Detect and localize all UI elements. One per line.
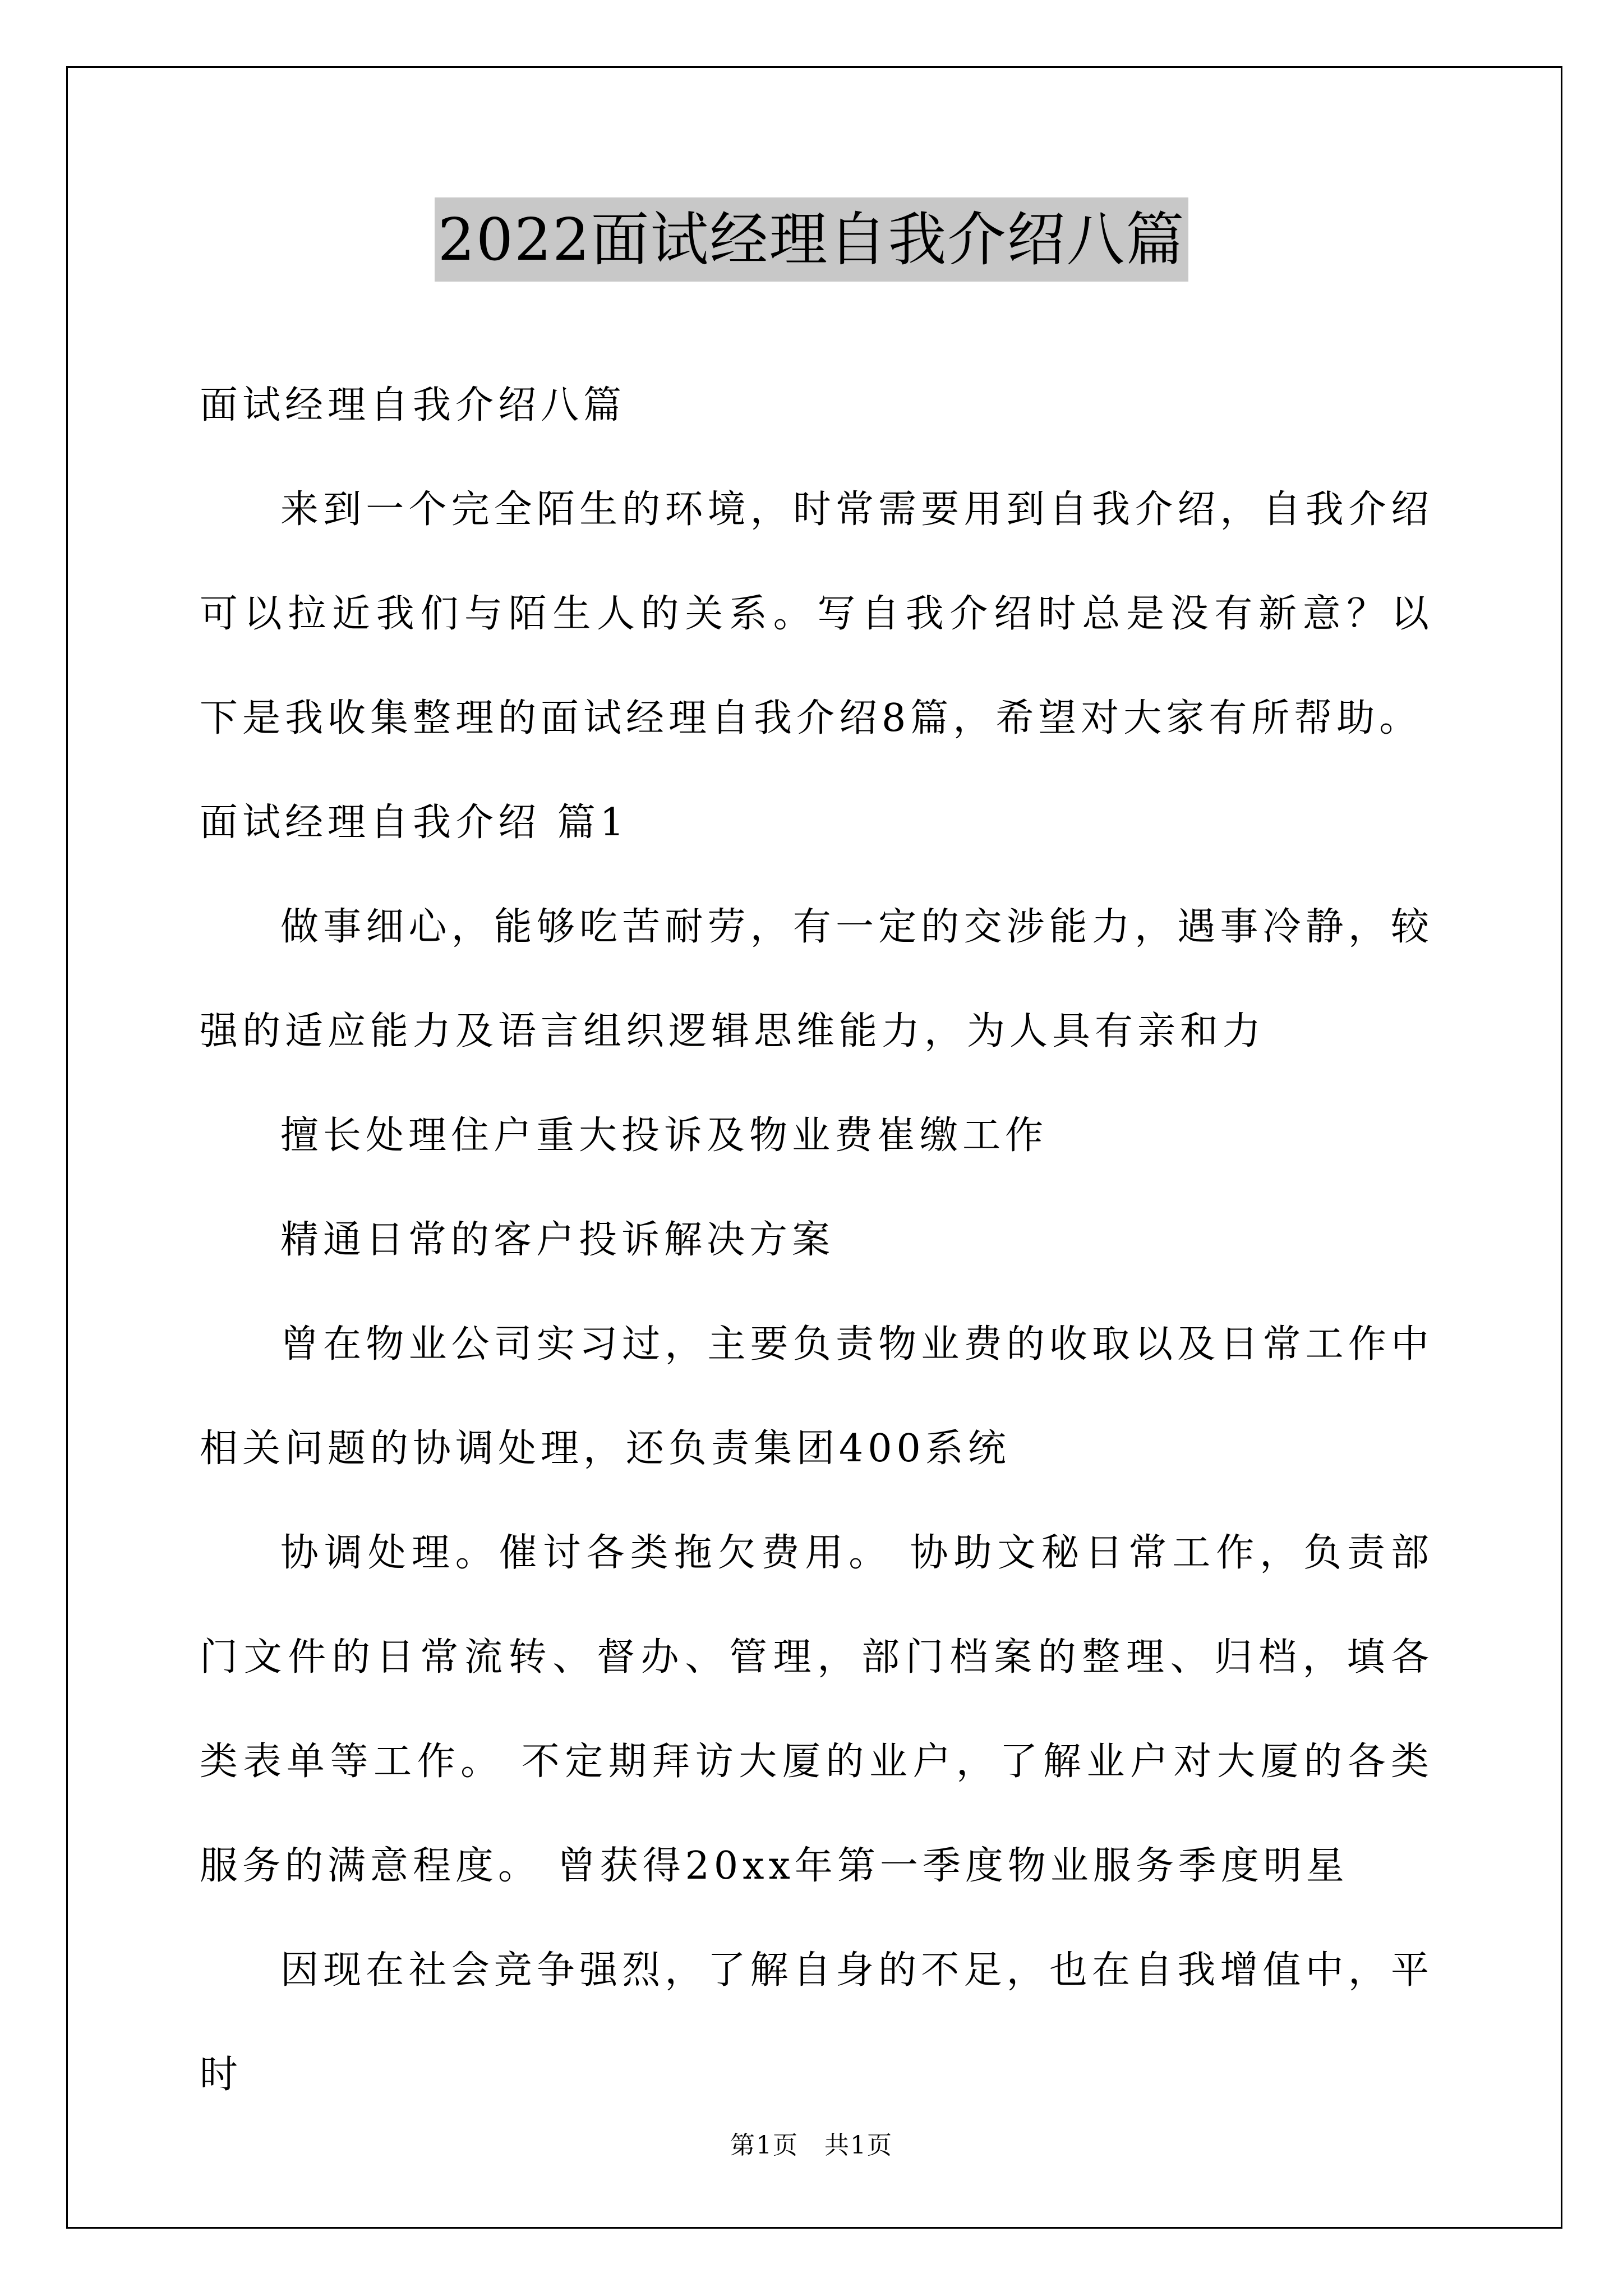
body-paragraph: 曾在物业公司实习过，主要负责物业费的收取以及日常工作中相关问题的协调处理，还负责集团400系统	[200, 1322, 1433, 1471]
body-paragraph: 精通日常的客户投诉解决方案	[280, 1218, 835, 1262]
intro-paragraph: 来到一个完全陌生的环境，时常需要用到自我介绍，自我介绍可以拉近我们与陌生人的关系。写自我介绍时总是没有新意？以下是我收集整理的面试经理自我介绍8篇，希望对大家有所帮助。	[200, 487, 1433, 740]
page-footer: 第1页 共1页	[730, 2131, 893, 2160]
subtitle-paragraph: 面试经理自我介绍八篇	[200, 383, 626, 427]
title-container	[0, 197, 1623, 282]
document-body	[200, 353, 1433, 2127]
section-heading-1: 面试经理自我介绍 篇1	[200, 800, 629, 845]
page-title: 2022面试经理自我介绍八篇	[435, 197, 1189, 282]
body-paragraph: 做事细心，能够吃苦耐劳，有一定的交涉能力，遇事冷静，较强的适应能力及语言组织逻辑思维能力，为人具有亲和力	[200, 905, 1433, 1053]
body-paragraph: 协调处理。催讨各类拖欠费用。 协助文秘日常工作，负责部门文件的日常流转、督办、管理，部门档案的整理、归档，填各类表单等工作。 不定期拜访大厦的业户，了解业户对大厦的各类服务的满意程度。 曾获得20xx年第一季度物业服务季度明星	[200, 1531, 1433, 1888]
body-paragraph: 擅长处理住户重大投诉及物业费崔缴工作	[280, 1114, 1048, 1158]
body-paragraph: 因现在社会竞争强烈，了解自身的不足，也在自我增值中，平时	[200, 1948, 1433, 2097]
